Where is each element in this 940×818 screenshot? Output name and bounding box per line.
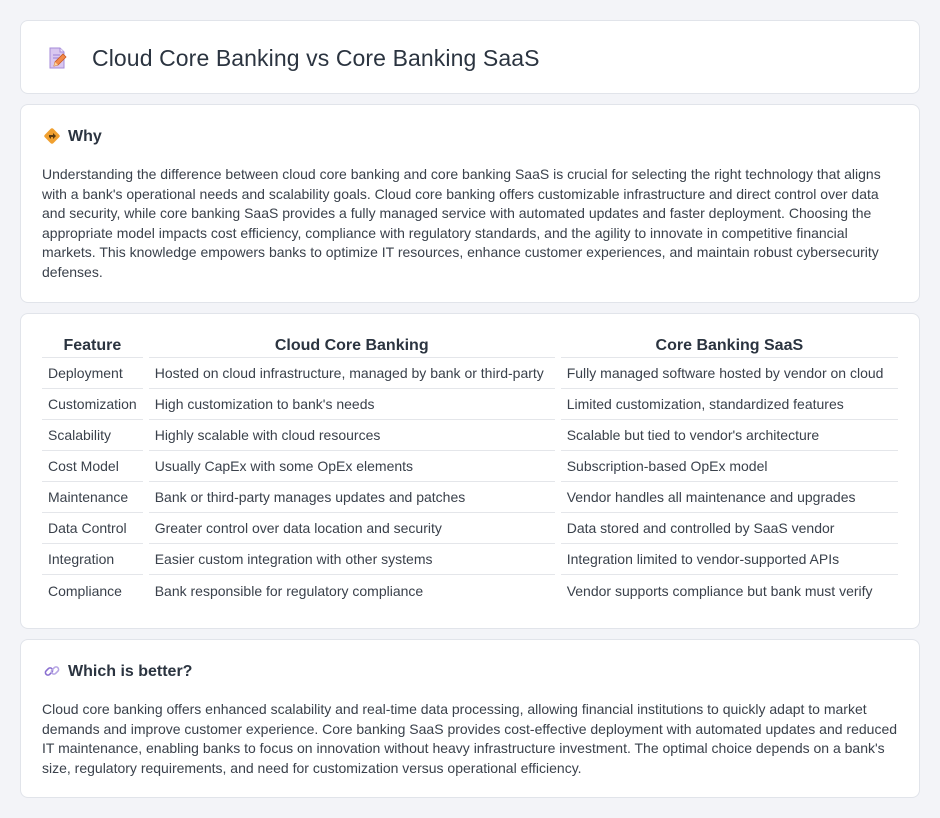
row-saas-value: Integration limited to vendor-supported APIs xyxy=(561,544,898,575)
row-saas-value: Subscription-based OpEx model xyxy=(561,451,898,482)
row-cloud-value: Bank or third-party manages updates and patches xyxy=(149,482,555,513)
header-feature: Feature xyxy=(42,336,143,358)
why-paragraph: Understanding the difference between cloud core banking and core banking SaaS is crucial for selecting the right technology that aligns with a bank's operational needs and scalability goals. Cloud core banking offers customizable infrastructure and direct control over data and security, while core banking SaaS provides a fully managed service with automated updates and faster deployment. Choosing the appropriate model impacts cost efficiency, compliance with regulatory standards, and the agility to innovate in competitive financial markets. This knowledge empowers banks to optimize IT resources, enhance customer experiences, and maintain robust cybersecurity defenses. xyxy=(42,166,881,280)
table-row xyxy=(42,544,898,575)
row-cloud-value: Highly scalable with cloud resources xyxy=(149,420,555,451)
row-feature: Maintenance xyxy=(42,482,143,513)
which-is-better-section xyxy=(20,639,920,798)
row-saas-value: Data stored and controlled by SaaS vendor xyxy=(561,513,898,544)
link-icon xyxy=(43,662,61,680)
document-pencil-icon xyxy=(45,46,69,70)
why-section xyxy=(20,104,920,303)
table-row xyxy=(42,389,898,420)
row-cloud-value: Bank responsible for regulatory compliance xyxy=(154,582,424,599)
header-cloud-core-banking: Cloud Core Banking xyxy=(149,336,555,358)
row-feature: Integration xyxy=(42,544,143,575)
table-row xyxy=(42,482,898,513)
why-heading: Why xyxy=(68,128,102,145)
title-card xyxy=(20,20,920,94)
comparison-table xyxy=(36,336,904,606)
diamond-arrow-icon xyxy=(43,127,61,145)
row-feature: Deployment xyxy=(42,358,143,389)
table-row xyxy=(42,575,898,606)
row-feature: Cost Model xyxy=(42,451,143,482)
row-cloud-value: Hosted on cloud infrastructure, managed by bank or third-party xyxy=(149,358,555,389)
row-feature: Scalability xyxy=(42,420,143,451)
which-is-better-heading: Which is better? xyxy=(68,663,193,680)
row-saas-value: Fully managed software hosted by vendor on cloud xyxy=(561,358,898,389)
row-feature: Customization xyxy=(42,389,143,420)
page-title: Cloud Core Banking vs Core Banking SaaS xyxy=(92,45,540,71)
row-saas-value: Vendor handles all maintenance and upgrades xyxy=(561,482,898,513)
row-cloud-value: Usually CapEx with some OpEx elements xyxy=(149,451,555,482)
row-saas-value: Limited customization, standardized features xyxy=(561,389,898,420)
table-row xyxy=(42,420,898,451)
table-header-row xyxy=(42,336,898,358)
table-row xyxy=(42,451,898,482)
row-cloud-value: Greater control over data location and security xyxy=(149,513,555,544)
which-is-better-paragraph: Cloud core banking offers enhanced scalability and real-time data processing, allowing financial institutions to quickly adapt to market demands and improve customer experience. Core banking SaaS provides cost-effective deployment with automated updates and reduced IT maintenance, enabling banks to focus on innovation without heavy infrastructure investment. The optimal choice depends on a bank's size, regulatory requirements, and need for customization versus operational efficiency. xyxy=(42,701,898,776)
row-saas-value: Scalable but tied to vendor's architecture xyxy=(561,420,898,451)
row-saas-value: Vendor supports compliance but bank must verify xyxy=(566,582,873,599)
row-feature: Data Control xyxy=(42,513,143,544)
table-row xyxy=(42,513,898,544)
table-row xyxy=(42,358,898,389)
header-core-banking-saas: Core Banking SaaS xyxy=(561,336,898,358)
row-cloud-value: Easier custom integration with other systems xyxy=(149,544,555,575)
row-cloud-value: High customization to bank's needs xyxy=(149,389,555,420)
row-feature: Compliance xyxy=(48,582,122,599)
comparison-table-card xyxy=(20,313,920,629)
